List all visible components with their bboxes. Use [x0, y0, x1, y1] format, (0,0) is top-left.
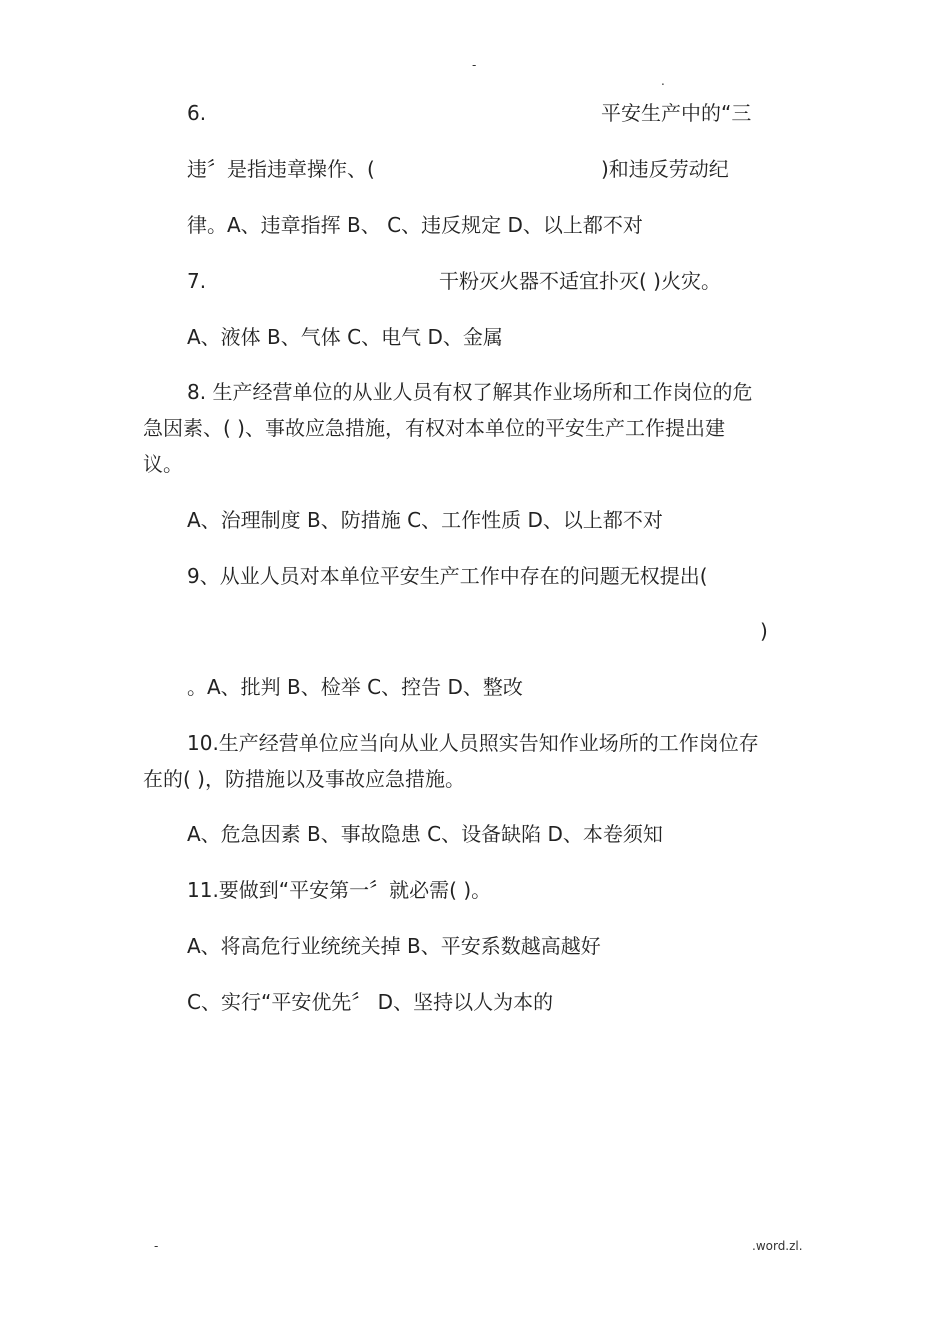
q6-text-part3: )和违反劳动纪 [601, 157, 729, 181]
q8-text-line1: 8. 生产经营单位的从业人员有权了解其作业场所和工作岗位的危 [187, 380, 753, 404]
q9-options: 。A、批判 B、检举 C、控告 D、整改 [187, 675, 523, 699]
q11-text: 11.要做到“平安第一〞就必需( )。 [187, 878, 492, 902]
footer-right-text: .word.zl. [752, 1239, 803, 1253]
q11-options-line2: C、实行“平安优先〞 D、坚持以人为本的 [187, 990, 554, 1014]
header-right-mark: . [661, 74, 665, 88]
footer-left-mark: - [154, 1239, 159, 1253]
q6-text-part1: 平安生产中的“三 [601, 101, 752, 125]
q8-options: A、治理制度 B、防措施 C、工作性质 D、以上都不对 [187, 508, 663, 532]
q8-text-line3: 议。 [143, 452, 183, 476]
q11-options-line1: A、将高危行业统统关掉 B、平安系数越高越好 [187, 934, 601, 958]
q8-text-line2: 急因素、( )、事故应急措施，有权对本单位的平安生产工作提出建 [143, 416, 725, 440]
q10-text-line2: 在的( )，防措施以及事故应急措施。 [143, 767, 465, 791]
q10-text-line1: 10.生产经营单位应当向从业人员照实告知作业场所的工作岗位存 [187, 731, 759, 755]
header-left-mark: - [472, 58, 477, 72]
q6-options: 律。A、违章指挥 B、 C、违反规定 D、以上都不对 [187, 213, 643, 237]
q7-text: 干粉灭火器不适宜扑灭( )火灾。 [439, 269, 721, 293]
q6-text-part2: 违〞是指违章操作、( [187, 157, 375, 181]
q9-close-paren: ) [760, 619, 768, 643]
q7-number: 7. [187, 269, 207, 293]
q7-options: A、液体 B、气体 C、电气 D、金属 [187, 325, 503, 349]
q6-number: 6. [187, 101, 207, 125]
q10-options: A、危急因素 B、事故隐患 C、设备缺陷 D、本卷须知 [187, 822, 663, 846]
q9-text: 9、从业人员对本单位平安生产工作中存在的问题无权提出( [187, 564, 708, 588]
